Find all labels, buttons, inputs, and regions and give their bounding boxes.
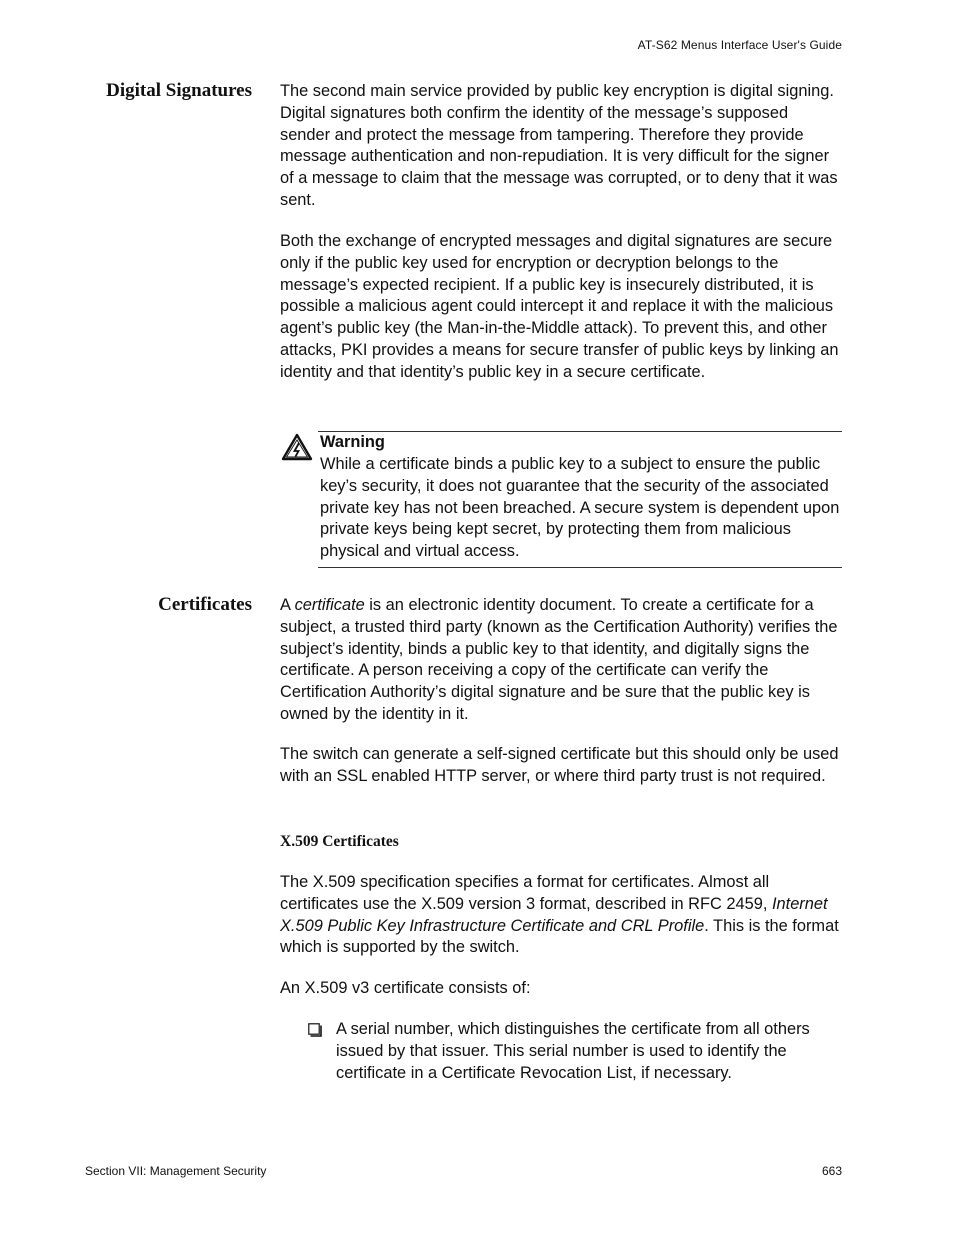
page-number: 663 [821, 1164, 842, 1178]
certificate-term: certificate [294, 596, 365, 614]
x509-body-2 [280, 978, 842, 1000]
warning-triangle-icon [281, 433, 313, 461]
certificates-para1-prefix: A [280, 596, 295, 614]
digital-signatures-paragraph-1: The second main service provided by public key encryption is digital signing. Digital signatures both confirm the identity of the message’s supposed sender and protect the message from tampering. Therefore they provide message authentication and non-repudiation. It is very difficult for the signer of a message to claim that the message was corrupted, or to deny that it was sent. [280, 82, 838, 209]
x509-body [280, 872, 842, 959]
x509-paragraph-2: An X.509 v3 certificate consists of: [280, 979, 531, 997]
certificates-body-2 [280, 744, 842, 788]
section-heading-certificates: Certificates [158, 594, 252, 615]
subheading-x509-certificates: X.509 Certificates [280, 833, 399, 850]
certificates-para1-rest: is an electronic identity document. To create a certificate for a subject, a trusted third party (known as the Certification Authority) verifies the subject’s identity, binds a public key to that identity, and digitally signs the certificate. A person receiving a copy of the certificate can verify the Certification Authority’s digital signature and be sure that the public key is owned by the identity in it. [280, 596, 838, 723]
x509-para1-suffix: . This is the format which is supported by the switch. [280, 916, 839, 957]
warning-callout [280, 431, 842, 568]
checkbox-bullet-icon [308, 1023, 322, 1037]
digital-signatures-paragraph-2: Both the exchange of encrypted messages and digital signatures are secure only if the public key used for encryption or decryption belongs to the message’s expected recipient. If a public key is insecurely distributed, it is possible a malicious agent could intercept it and replace it with the malicious agent’s public key (the Man-in-the-Middle attack). To prevent this, and other attacks, PKI provides a means for secure transfer of public keys by linking an identity and that identity’s public key in a secure certificate. [280, 232, 839, 381]
warning-top-rule [318, 431, 842, 432]
warning-bottom-rule [318, 567, 842, 568]
digital-signatures-body [280, 81, 842, 212]
digital-signatures-body-2 [280, 231, 842, 384]
certificates-paragraph-2: The switch can generate a self-signed certificate but this should only be used with an SSL enabled HTTP server, or where third party trust is not required. [280, 745, 839, 785]
x509-paragraph-1 [280, 872, 842, 959]
footer-section: Section VII: Management Security [85, 1164, 267, 1178]
warning-title: Warning [320, 433, 385, 451]
list-item: A serial number, which distinguishes the certificate from all others issued by that issuer. This serial number is used to identify the certificate in a Certificate Revocation List, if necessary. [336, 1020, 810, 1082]
certificates-paragraph-1 [280, 595, 842, 726]
section-heading-digital-signatures: Digital Signatures [106, 80, 252, 101]
rfc-title: Internet X.509 Public Key Infrastructure Certificate and CRL Profile [280, 894, 828, 935]
running-header: AT-S62 Menus Interface User's Guide [637, 38, 842, 52]
warning-text: While a certificate binds a public key to a subject to ensure the public key’s security, it does not guarantee that the security of the associated private key has not been breached. A secure system is dependent upon private keys being kept secret, by protecting them from malicious physical and virtual access. [320, 455, 840, 561]
x509-para1-prefix: The X.509 specification specifies a format for certificates. Almost all certificates use the X.509 version 3 format, described in RFC 2459, [280, 873, 772, 913]
certificates-body [280, 595, 842, 726]
